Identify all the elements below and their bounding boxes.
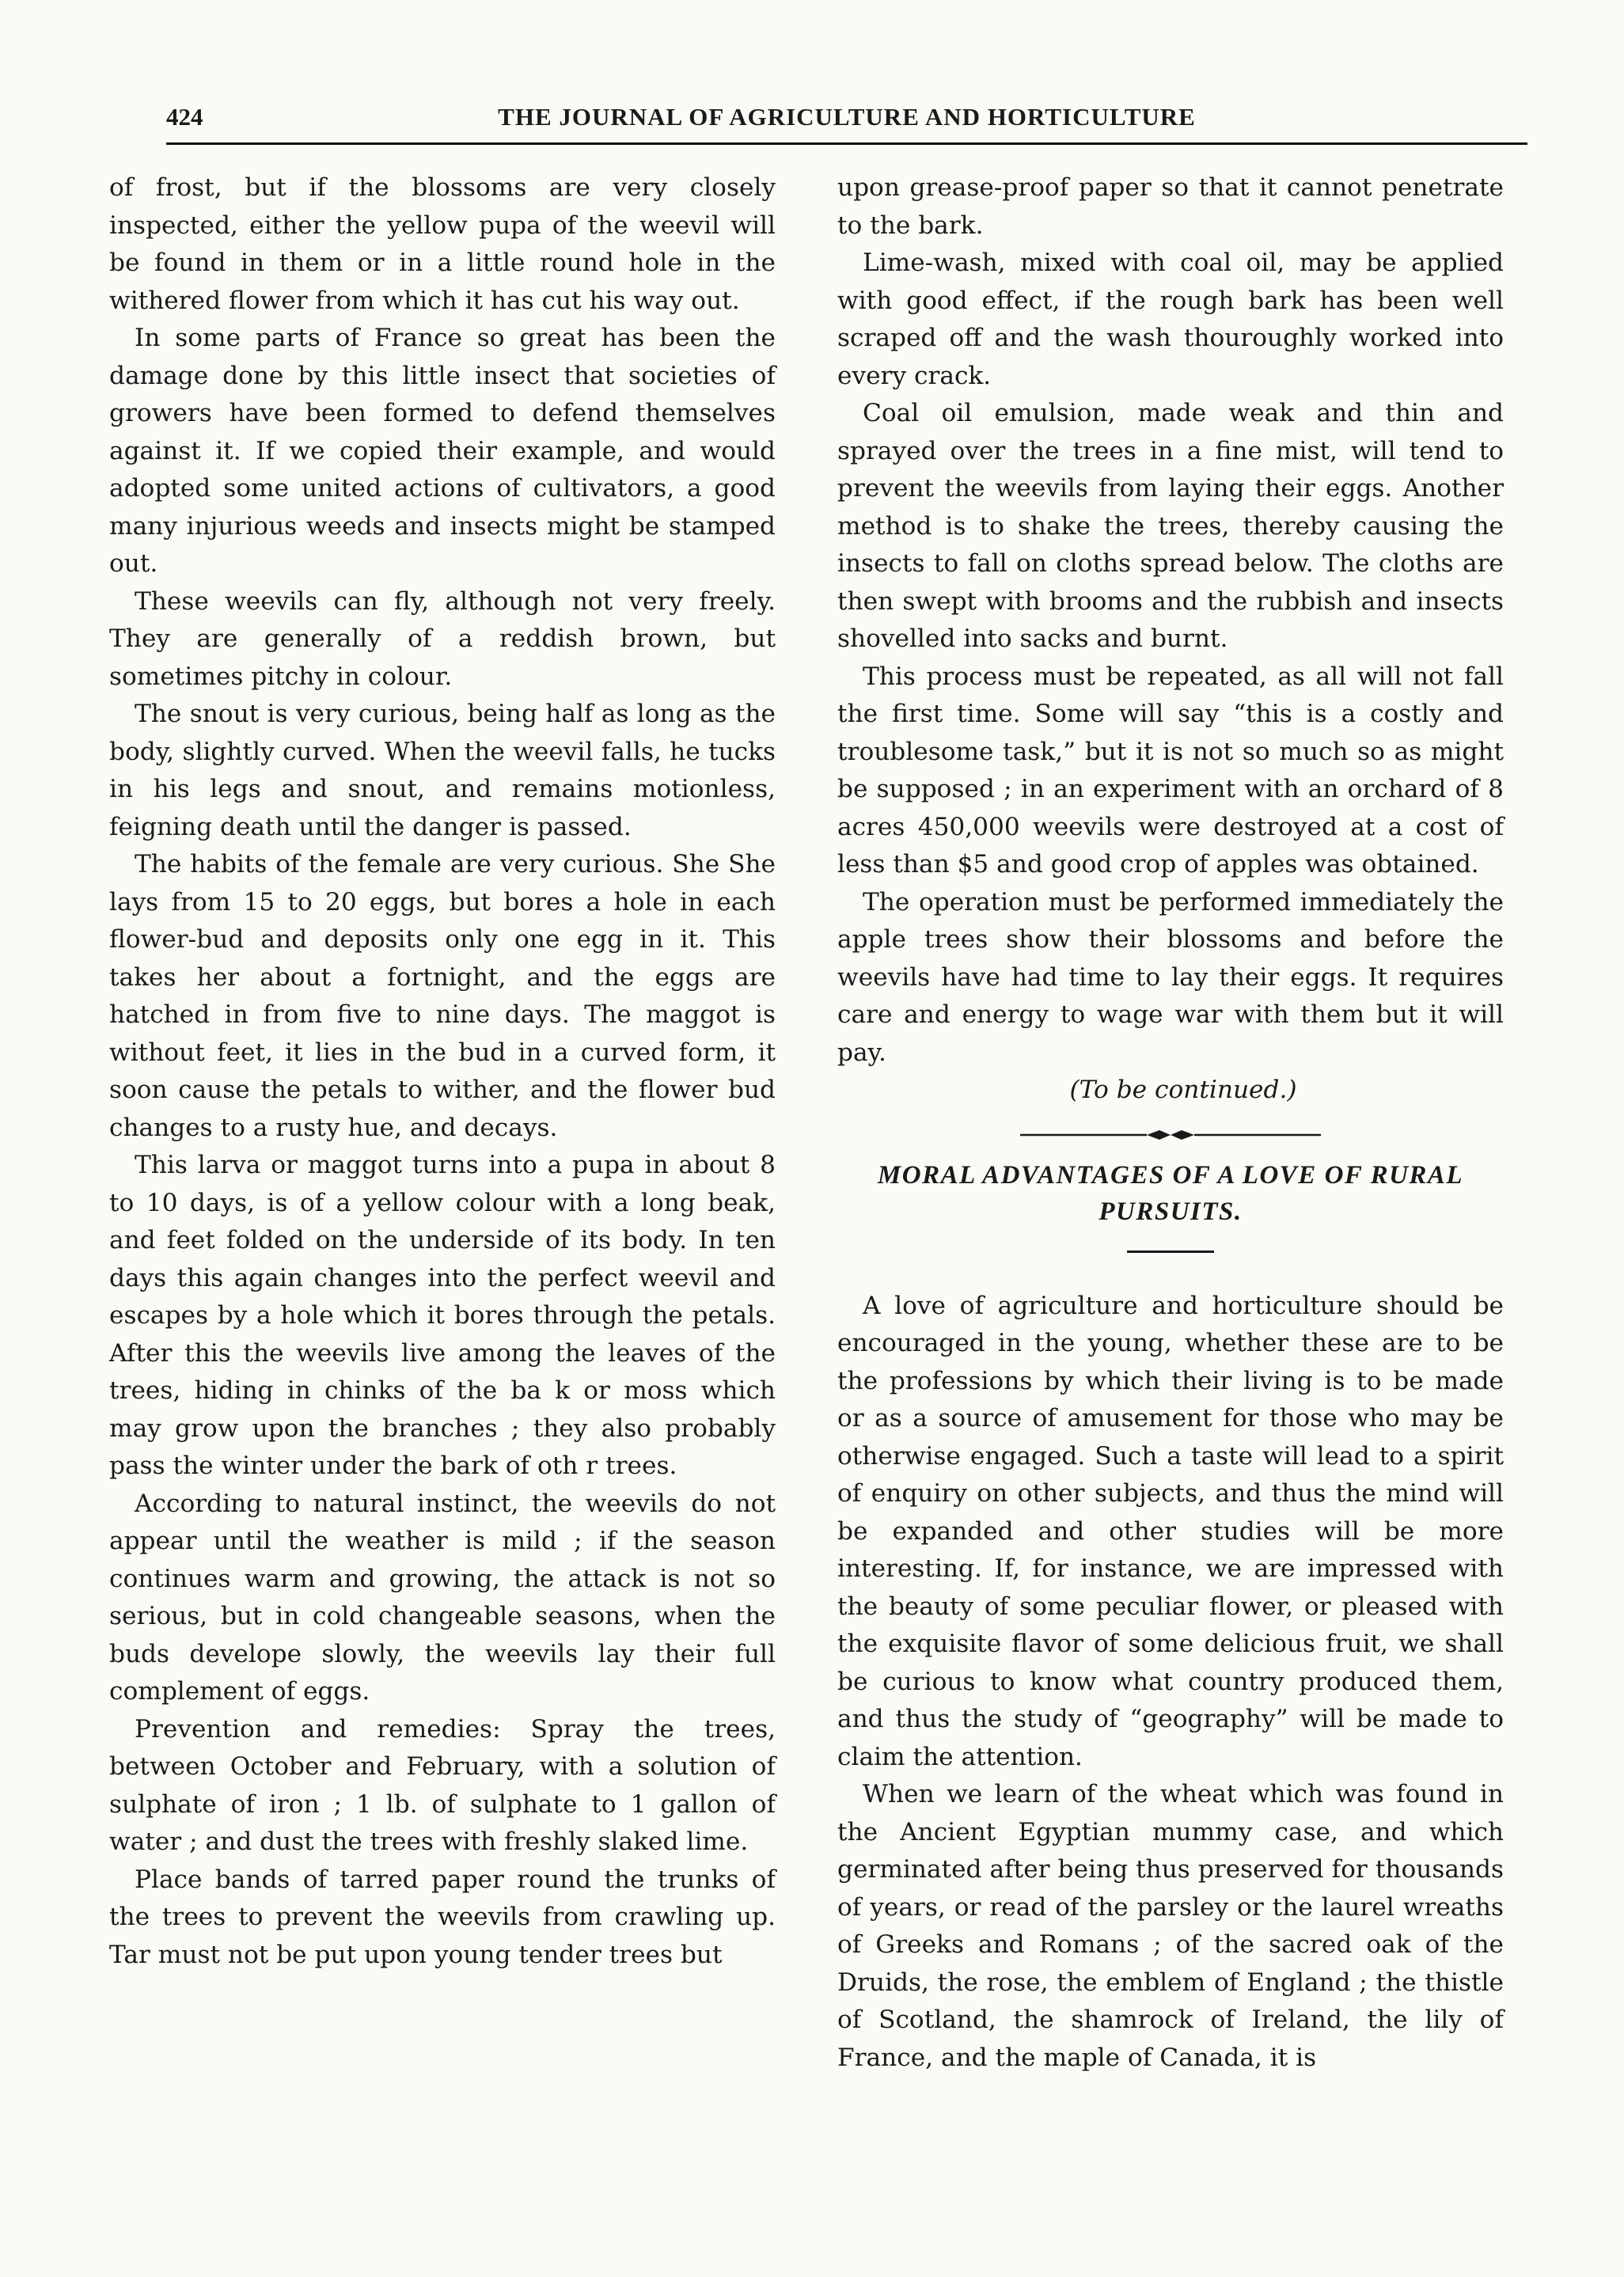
continued-note: (To be continued.): [1069, 1076, 1297, 1104]
paragraph: When we learn of the wheat which was found in the Ancient Egyptian mummy case, and which germinated after being thus preserved for thousands of years, or read of the parsley or the laurel wreaths of Greeks and Romans ; of the sacred oak of the Druids, the rose, the emblem of England ; the thistle of Scotland, the shamrock of Ireland, the lily of France, and the maple of Canada, it is: [837, 1780, 1504, 2072]
paragraph: of frost, but if the blossoms are very closely inspected, either the yellow pupa of the weevil will be found in them or in a little round hole in the withered flower from which it has cut his way out.: [109, 173, 776, 315]
paragraph: The snout is very curious, being half as long as the body, slightly curved. When the weevil falls, he tucks in his legs and snout, and remains motionless, feigning death until the danger is passed.: [109, 700, 776, 841]
header-rule: [166, 142, 1527, 145]
paragraph: Prevention and remedies: Spray the trees, between October and February, with a solution of sulphate of iron ; 1 lb. of sulphate to 1 gallon of water ; and dust the trees with freshly slaked lime.: [109, 1714, 776, 1856]
paragraph: The operation must be performed immediately the apple trees show their blossoms and before the weevils have had time to lay their eggs. It requires care and energy to wage war with them but it will pay.: [837, 887, 1504, 1067]
left-column: [109, 169, 776, 1974]
paragraph: This process must be repeated, as all will not fall the first time. Some will say “this is a costly and troublesome task,” but it is not so much so as might be supposed ; in an experiment with an orchard of 8 acres 450,000 weevils were destroyed at a cost of less than $5 and good crop of apples was obtained.: [837, 662, 1504, 879]
title-rule: [1127, 1250, 1214, 1253]
paragraph: Lime-wash, mixed with coal oil, may be applied with good effect, if the rough bark has been well scraped off and the wash thouroughly worked into every crack.: [837, 249, 1504, 390]
paragraph: According to natural instinct, the weevils do not appear until the weather is mild ; if the season continues warm and growing, the attack is not so serious, but in cold changeable seasons, when the buds develope slowly, the weevils lay their full complement of eggs.: [109, 1489, 776, 1706]
paragraph: Coal oil emulsion, made weak and thin and sprayed over the trees in a fine mist, will tend to prevent the weevils from laying their eggs. Another method is to shake the trees, thereby causing the insects to fall on cloths spread below. The cloths are then swept with brooms and the rubbish and insects shovelled into sacks and burnt.: [837, 399, 1504, 653]
paragraph: These weevils can fly, although not very freely. They are generally of a reddish brown, but sometimes pitchy in colour.: [109, 586, 776, 691]
article-title: MORAL ADVANTAGES OF A LOVE OF RURAL PURSUITS.: [877, 1160, 1464, 1226]
paragraph: The habits of the female are very curious. She She lays from 15 to 20 eggs, but bores a hole in each flower-bud and deposits only one egg in it. This takes her about a fortnight, and the eggs are hatched in from five to nine days. The maggot is without feet, it lies in the bud in a curved form, it soon cause the petals to wither, and the flower bud changes to a rusty hue, and decays.: [109, 850, 776, 1142]
journal-title: THE JOURNAL OF AGRICULTURE AND HORTICULTURE: [498, 103, 1196, 131]
paragraph: A love of agriculture and horticulture should be encouraged in the young, whether these are to be the professions by which their living is to be made or as a source of amusement for those who may be otherwise engaged. Such a taste will lead to a spirit of enquiry on other subjects, and thus the mind will be expanded and other studies will be more interesting. If, for instance, we are impressed with the beauty of some peculiar flower, or pleased with the exquisite flavor of some delicious fruit, we shall be curious to know what country produced them, and thus the study of “geography” will be made to claim the attention.: [837, 1291, 1504, 1771]
running-head: [166, 97, 1527, 144]
right-column: [837, 169, 1504, 2077]
paragraph: This larva or maggot turns into a pupa in about 8 to 10 days, is of a yellow colour with a long beak, and feet folded on the underside of its body. In ten days this again changes into the perfect weevil and escapes by a hole which it bores through the petals. After this the weevils live among the leaves of the trees, hiding in chinks of the ba k or moss which may grow upon the branches ; they also probably pass the winter under the bark of oth r trees.: [109, 1151, 776, 1480]
paragraph: In some parts of France so great has been the damage done by this little insect that societies of growers have been formed to defend themselves against it. If we copied their example, and would adopted some united actions of cultivators, a good many injurious weeds and insects might be stamped out.: [109, 324, 776, 578]
paragraph: upon grease-proof paper so that it cannot penetrate to the bark.: [837, 173, 1504, 240]
paragraph: Place bands of tarred paper round the trunks of the trees to prevent the weevils from crawling up. Tar must not be put upon young tender trees but: [109, 1865, 776, 1969]
page-number: 424: [166, 103, 203, 131]
ornament-divider: [1020, 1127, 1321, 1143]
